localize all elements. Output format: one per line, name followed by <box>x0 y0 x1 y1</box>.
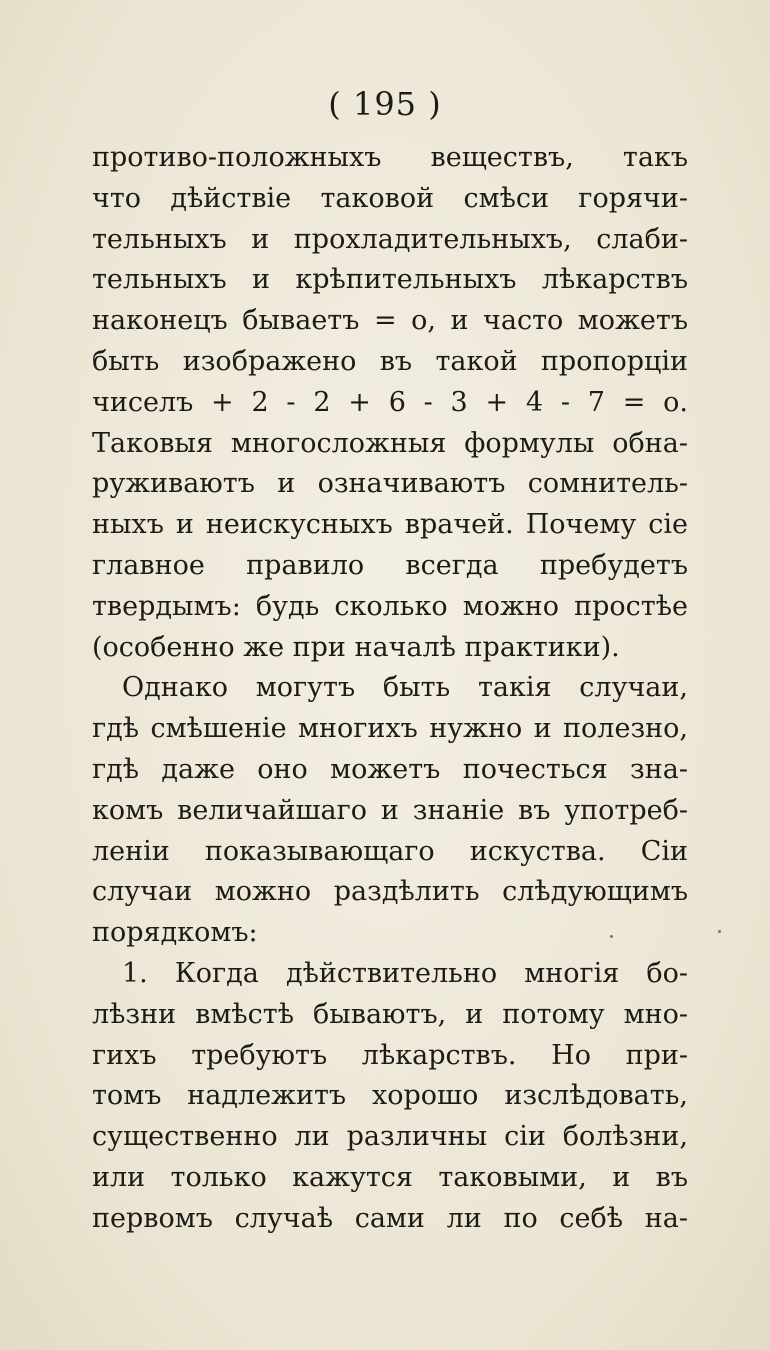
text-line: наконецъ бываетъ = о, и часто можетъ <box>92 305 688 337</box>
text-line: главное правило всегда пребудетъ <box>92 549 688 581</box>
page-number: ( 195 ) <box>328 85 442 123</box>
text-line: противо-положныхъ веществъ, такъ <box>92 142 688 173</box>
text-line: руживаютъ и означиваютъ сомнитель- <box>92 468 688 500</box>
paper-speck <box>610 935 613 938</box>
text-line: гдѣ смѣшеніе многихъ нужно и полезно, <box>92 713 688 745</box>
paragraph-end-line: (особенно же при началѣ практики). <box>92 631 620 663</box>
paper-speck <box>718 930 721 933</box>
text-line: леніи показывающаго искуства. Сіи <box>92 835 688 867</box>
paragraph-end-line: порядкомъ: <box>92 917 258 949</box>
text-line: гдѣ даже оно можетъ почесться зна- <box>92 753 688 785</box>
text-line: лѣзни вмѣстѣ бываютъ, и потому мно- <box>92 998 688 1030</box>
text-line: тельныхъ и прохладительныхъ, слаби- <box>92 223 688 255</box>
paragraph-start-line: Однако могутъ быть такія случаи, <box>122 672 688 704</box>
text-line: гихъ требуютъ лѣкарствъ. Но при- <box>92 1039 688 1071</box>
text-line: твердымъ: будь сколько можно простѣе <box>92 590 688 622</box>
text-line: Таковыя многосложныя формулы обна- <box>92 427 688 459</box>
text-line: что дѣйствіе таковой смѣси горячи- <box>92 182 688 214</box>
text-line: томъ надлежитъ хорошо изслѣдовать, <box>92 1080 688 1112</box>
text-line: случаи можно раздѣлить слѣдующимъ <box>92 876 688 908</box>
text-line: или только кажутся таковыми, и въ <box>92 1161 688 1193</box>
list-item-start-line: 1. Когда дѣйствительно многія бо- <box>122 957 688 989</box>
text-line: быть изображено въ такой пропорціи <box>92 345 688 377</box>
body-text <box>92 138 688 1240</box>
text-line: ныхъ и неискусныхъ врачей. Почему сіе <box>92 509 688 541</box>
text-line: тельныхъ и крѣпительныхъ лѣкарствъ <box>92 264 688 296</box>
text-line: первомъ случаѣ сами ли по себѣ на- <box>92 1202 688 1234</box>
text-line: существенно ли различны сіи болѣзни, <box>92 1121 688 1153</box>
text-line: комъ величайшаго и знаніе въ употреб- <box>92 794 688 826</box>
text-line: чиселъ + 2 - 2 + 6 - 3 + 4 - 7 = о. <box>92 386 688 418</box>
